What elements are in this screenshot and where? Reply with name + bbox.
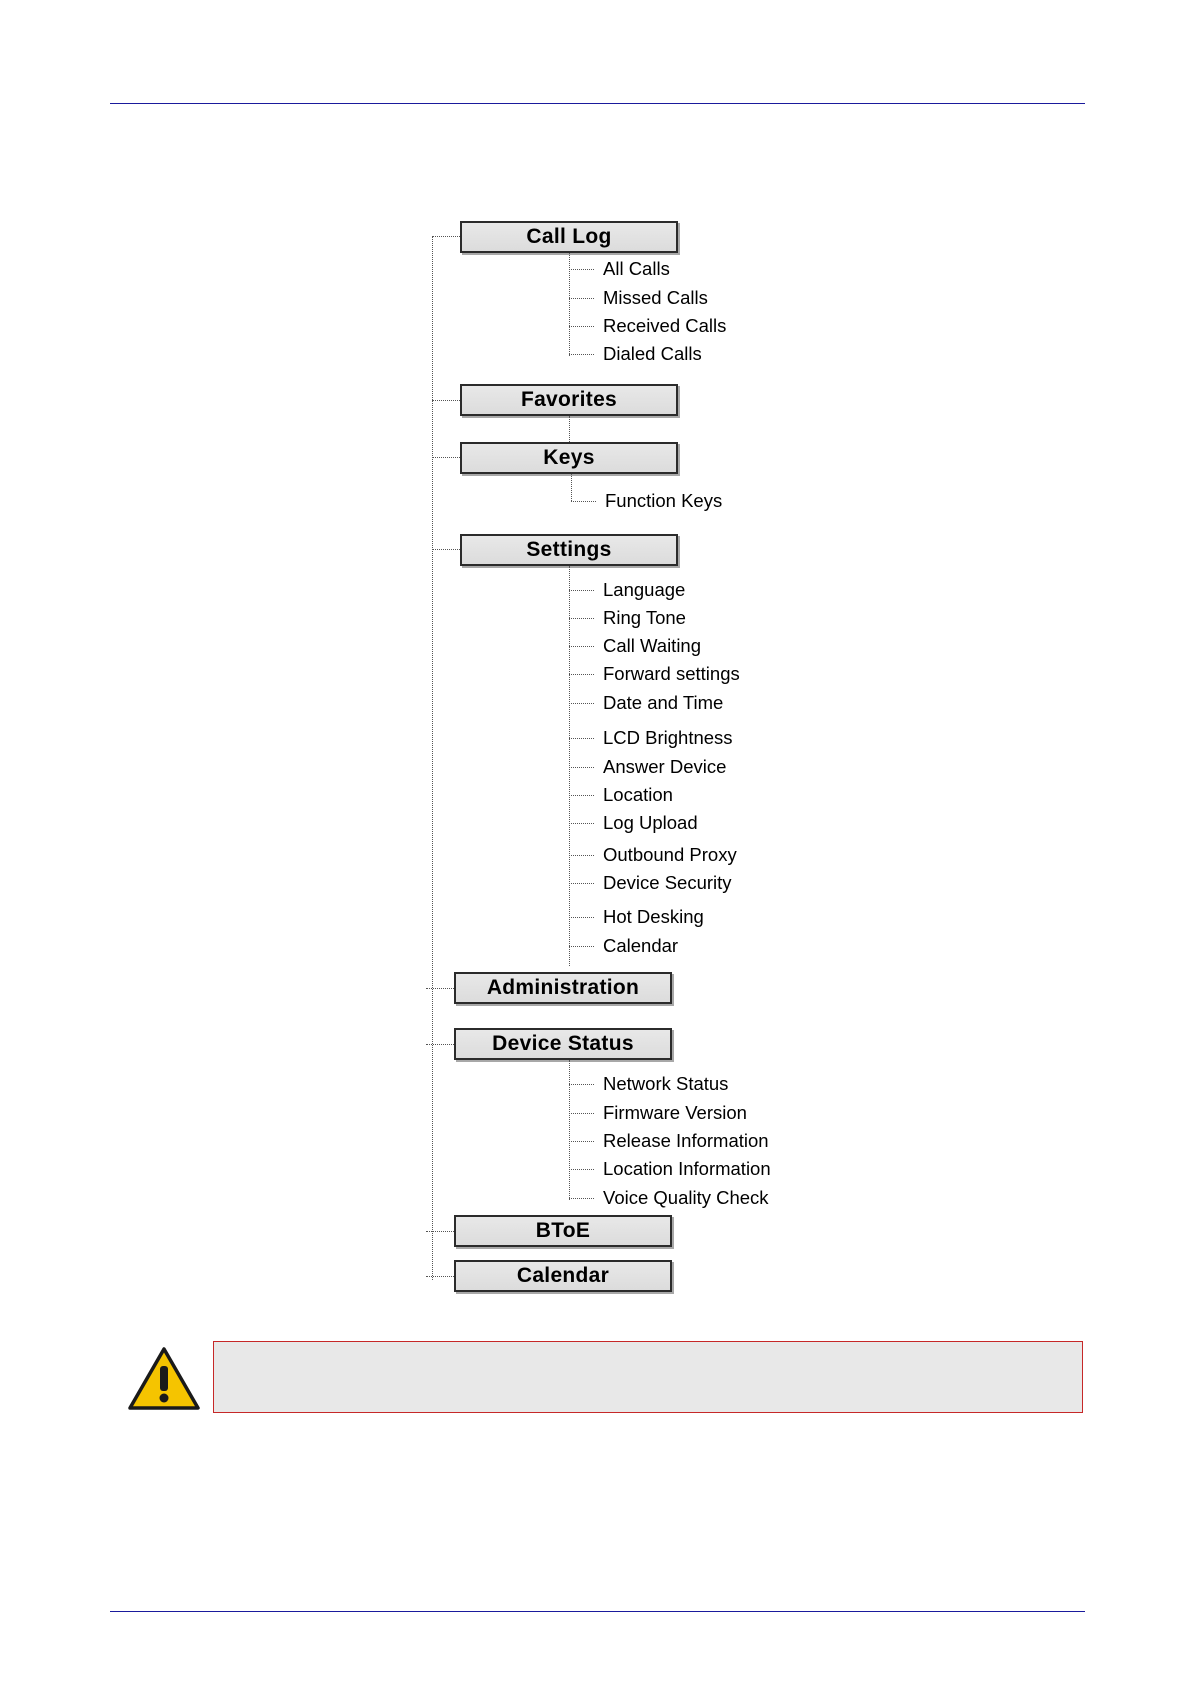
submenu-item[interactable]: Location Information bbox=[603, 1158, 771, 1179]
connector bbox=[569, 1113, 594, 1114]
header-rule bbox=[110, 103, 1085, 104]
submenu-item[interactable]: Missed Calls bbox=[603, 287, 708, 308]
menu-call-log[interactable]: Call Log bbox=[460, 221, 678, 253]
settings-branch-line bbox=[569, 566, 570, 966]
connector bbox=[569, 883, 594, 884]
connector bbox=[432, 400, 460, 401]
submenu-item[interactable]: All Calls bbox=[603, 258, 670, 279]
submenu-item[interactable]: Answer Device bbox=[603, 756, 727, 777]
main-trunk-line bbox=[432, 236, 433, 1280]
connector bbox=[426, 988, 454, 989]
warning-icon bbox=[128, 1346, 200, 1411]
connector bbox=[426, 1231, 454, 1232]
menu-keys[interactable]: Keys bbox=[460, 442, 678, 474]
connector bbox=[569, 269, 594, 270]
menu-device-status[interactable]: Device Status bbox=[454, 1028, 672, 1060]
connector bbox=[432, 236, 460, 237]
submenu-item[interactable]: Log Upload bbox=[603, 812, 698, 833]
submenu-item[interactable]: Date and Time bbox=[603, 692, 724, 713]
submenu-item[interactable]: Network Status bbox=[603, 1073, 729, 1094]
menu-btoe[interactable]: BToE bbox=[454, 1215, 672, 1247]
connector bbox=[426, 1044, 454, 1045]
submenu-item[interactable]: Dialed Calls bbox=[603, 343, 702, 364]
submenu-item[interactable]: Function Keys bbox=[605, 490, 723, 511]
connector bbox=[569, 917, 594, 918]
submenu-item[interactable]: Language bbox=[603, 579, 686, 600]
submenu-item[interactable]: Release Information bbox=[603, 1130, 769, 1151]
submenu-item[interactable]: Outbound Proxy bbox=[603, 844, 737, 865]
submenu-item[interactable]: LCD Brightness bbox=[603, 727, 733, 748]
note-box bbox=[213, 1341, 1083, 1413]
menu-favorites[interactable]: Favorites bbox=[460, 384, 678, 416]
connector bbox=[432, 549, 460, 550]
submenu-item[interactable]: Firmware Version bbox=[603, 1102, 747, 1123]
connector bbox=[569, 326, 594, 327]
connector bbox=[569, 738, 594, 739]
connector bbox=[569, 674, 594, 675]
connector bbox=[569, 1084, 594, 1085]
menu-calendar[interactable]: Calendar bbox=[454, 1260, 672, 1292]
connector bbox=[569, 795, 594, 796]
submenu-item[interactable]: Calendar bbox=[603, 935, 679, 956]
submenu-item[interactable]: Device Security bbox=[603, 872, 732, 893]
submenu-item[interactable]: Ring Tone bbox=[603, 607, 686, 628]
keys-branch-line bbox=[571, 474, 572, 501]
connector bbox=[569, 1169, 594, 1170]
connector bbox=[569, 618, 594, 619]
submenu-item[interactable]: Forward settings bbox=[603, 663, 740, 684]
connector bbox=[569, 354, 594, 355]
submenu-item[interactable]: Call Waiting bbox=[603, 635, 702, 656]
connector bbox=[569, 298, 594, 299]
connector bbox=[569, 1198, 594, 1199]
connector bbox=[569, 767, 594, 768]
connector bbox=[426, 1276, 454, 1277]
submenu-item[interactable]: Received Calls bbox=[603, 315, 727, 336]
submenu-item[interactable]: Voice Quality Check bbox=[603, 1187, 769, 1208]
footer-rule bbox=[110, 1611, 1085, 1612]
connector bbox=[569, 1141, 594, 1142]
device-status-branch-line bbox=[569, 1060, 570, 1200]
connector bbox=[569, 855, 594, 856]
connector bbox=[569, 590, 594, 591]
connector bbox=[569, 646, 594, 647]
favorites-keys-link-line bbox=[569, 416, 570, 442]
connector bbox=[571, 501, 596, 502]
connector bbox=[569, 946, 594, 947]
connector bbox=[432, 457, 460, 458]
submenu-item[interactable]: Location bbox=[603, 784, 673, 805]
menu-administration[interactable]: Administration bbox=[454, 972, 672, 1004]
connector bbox=[569, 823, 594, 824]
submenu-item[interactable]: Hot Desking bbox=[603, 906, 704, 927]
menu-settings[interactable]: Settings bbox=[460, 534, 678, 566]
connector bbox=[569, 703, 594, 704]
